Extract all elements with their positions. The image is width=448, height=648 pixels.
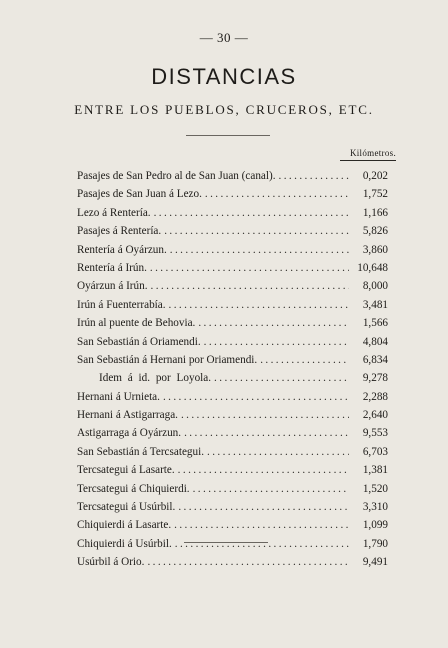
table-row <box>77 409 388 427</box>
route-label: Pasajes á Rentería. <box>77 225 162 238</box>
page-title: DISTANCIAS <box>151 64 297 89</box>
dot-leader <box>205 188 349 200</box>
route-label: Tercsategui á Lasarte. <box>77 464 175 477</box>
distance-value: 1,520 <box>362 482 388 495</box>
dot-leader <box>193 483 349 495</box>
table-row <box>77 225 388 243</box>
top-divider <box>186 135 270 136</box>
dot-leader <box>170 244 349 256</box>
distance-value: 0,202 <box>362 170 388 182</box>
route-label: Astigarraga á Oyárzun. <box>77 427 182 440</box>
table-row <box>77 244 388 262</box>
dot-leader <box>204 336 349 348</box>
dot-leader <box>164 225 349 237</box>
route-label: Usúrbil á Orio. <box>77 556 145 569</box>
dot-leader <box>184 427 349 439</box>
dot-leader <box>150 262 349 274</box>
dot-leader <box>174 519 349 531</box>
distance-value: 9,553 <box>362 427 388 440</box>
dot-leader <box>151 280 349 292</box>
distance-value: 1,752 <box>362 188 388 201</box>
dot-leader <box>163 391 349 403</box>
dot-leader <box>154 207 349 219</box>
table-row <box>77 372 388 390</box>
table-row <box>77 299 388 317</box>
route-label: Irún á Fuenterrabía. <box>77 298 166 311</box>
dot-leader <box>178 464 349 476</box>
table-row <box>77 556 388 574</box>
dot-leader <box>260 354 349 366</box>
distance-value: 1,790 <box>362 537 388 550</box>
units-header: Kilómetros. <box>349 148 396 158</box>
route-label: Tercsategui á Chiquierdi. <box>77 482 190 495</box>
distance-value: 3,481 <box>362 298 388 311</box>
route-label: Pasajes de San Pedro al de San Juan (canal). <box>77 170 276 182</box>
table-row <box>77 280 388 298</box>
page-number: — 30 — <box>199 30 249 45</box>
dot-leader <box>214 372 349 384</box>
distance-value: 2,288 <box>362 390 388 403</box>
distance-value: 2,640 <box>362 409 388 422</box>
route-label: Pasajes de San Juan á Lezo. <box>77 188 202 201</box>
route-label: Oyárzun á Irún. <box>77 280 148 293</box>
dot-leader <box>279 170 349 182</box>
table-row <box>77 538 388 556</box>
table-row <box>77 354 388 372</box>
distance-value: 9,491 <box>362 556 388 569</box>
distance-value: 9,278 <box>362 372 388 385</box>
route-label: Hernani á Astigarraga. <box>77 409 178 422</box>
bottom-divider <box>184 542 268 543</box>
distance-value: 8,000 <box>362 280 388 293</box>
dot-leader <box>175 538 349 550</box>
distance-table <box>77 170 388 575</box>
dot-leader <box>147 556 349 568</box>
distance-value: 1,381 <box>362 464 388 477</box>
table-row <box>77 519 388 537</box>
distance-value: 3,310 <box>362 501 388 514</box>
route-label: Chiquierdi á Lasarte. <box>77 519 172 532</box>
route-label: Idem á id. por Loyola. <box>99 372 212 385</box>
dot-leader <box>198 317 349 329</box>
distance-value: 5,826 <box>362 225 388 238</box>
distance-value: 6,703 <box>362 445 388 458</box>
table-row <box>77 317 388 335</box>
table-row <box>77 336 388 354</box>
route-label: Rentería á Irún. <box>77 261 147 274</box>
distance-value: 1,566 <box>362 317 388 330</box>
distance-value: 6,834 <box>362 353 388 366</box>
table-row <box>77 262 388 280</box>
table-row <box>77 464 388 482</box>
dot-leader <box>207 446 349 458</box>
route-label: Hernani á Urnieta. <box>77 390 160 403</box>
distance-value: 4,804 <box>362 335 388 348</box>
page-subtitle: ENTRE LOS PUEBLOS, CRUCEROS, ETC. <box>74 102 374 117</box>
route-label: San Sebastián á Tercsategui. <box>77 445 205 458</box>
distance-value: 1,099 <box>362 519 388 532</box>
table-row <box>77 391 388 409</box>
distance-value: 3,860 <box>362 243 388 256</box>
dot-leader <box>169 299 349 311</box>
table-row <box>77 483 388 501</box>
route-label: San Sebastián á Oriamendi. <box>77 335 201 348</box>
route-label: Lezo á Rentería. <box>77 206 151 219</box>
units-underline <box>340 160 396 161</box>
route-label: Tercsategui á Usúrbil. <box>77 501 176 514</box>
table-row <box>77 188 388 206</box>
dot-leader <box>178 501 349 513</box>
distance-value: 1,166 <box>362 206 388 219</box>
table-row <box>77 501 388 519</box>
dot-leader <box>181 409 349 421</box>
route-label: Irún al puente de Behovia. <box>77 317 196 330</box>
route-label: San Sebastián á Hernani por Oriamendi. <box>77 353 258 366</box>
distance-value: 10,648 <box>357 261 388 274</box>
table-row <box>77 170 388 188</box>
table-row <box>77 446 388 464</box>
table-row <box>77 207 388 225</box>
route-label: Chiquierdi á Usúrbil. <box>77 537 172 550</box>
table-row <box>77 427 388 445</box>
route-label: Rentería á Oyárzun. <box>77 243 167 256</box>
